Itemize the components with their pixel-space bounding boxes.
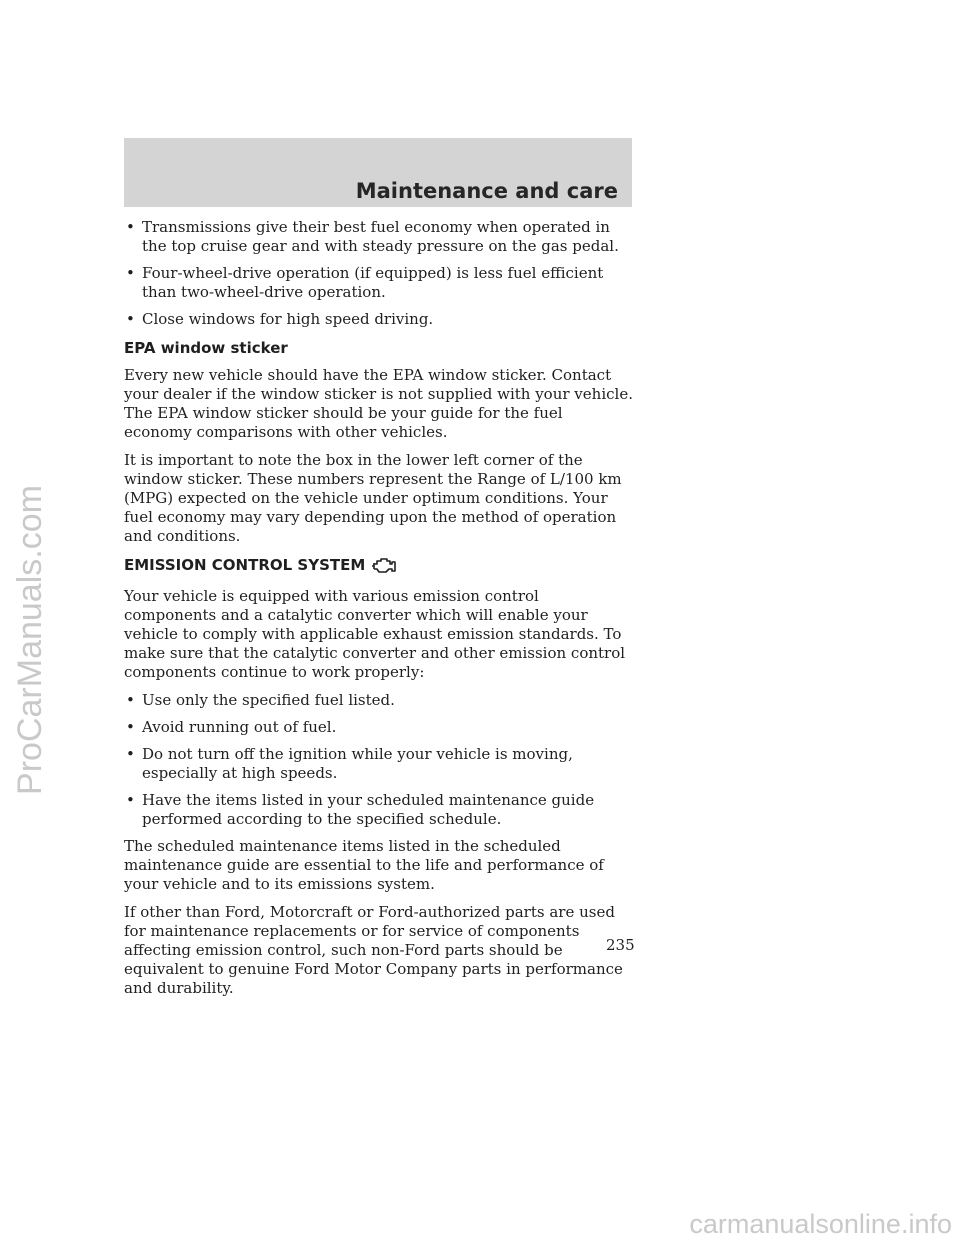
emission-heading-text: EMISSION CONTROL SYSTEM <box>124 556 366 574</box>
list-item-text: Use only the specified fuel listed. <box>142 691 395 709</box>
list-item: • Four-wheel-drive operation (if equipped) is less fuel efficient than two-wheel-drive operation. <box>126 264 604 301</box>
list-item: • Transmissions give their best fuel economy when operated in the top cruise gear and with steady pressure on the gas pedal. <box>126 218 619 255</box>
side-watermark: ProCarManuals.com <box>11 485 49 795</box>
emission-intro: Your vehicle is equipped with various emission control components and a catalytic converter which will enable your vehicle to comply with applicable exhaust emission standards. To make sure that the catalytic converter and other emission control components continue to work properly: <box>124 587 626 681</box>
emission-heading <box>124 556 634 579</box>
epa-heading: EPA window sticker <box>124 339 288 357</box>
epa-paragraph-2: It is important to note the box in the lower left corner of the window sticker. These numbers represent the Range of L/100 km (MPG) expected on the vehicle under optimum conditions. Your fuel economy may vary depending upon the method of operation and conditions. <box>124 451 622 545</box>
section-title: Maintenance and care <box>355 179 618 203</box>
list-item: • Use only the specified fuel listed. <box>126 691 395 709</box>
list-item: • Close windows for high speed driving. <box>126 310 434 328</box>
list-item-text: Avoid running out of fuel. <box>142 718 337 736</box>
list-item-text: Do not turn off the ignition while your vehicle is moving, especially at high speeds. <box>142 745 573 782</box>
list-item-text: Close windows for high speed driving. <box>142 310 434 328</box>
list-item: • Avoid running out of fuel. <box>126 718 337 736</box>
emission-paragraph-3: If other than Ford, Motorcraft or Ford-authorized parts are used for maintenance replacements or for service of components affecting emission control, such non-Ford parts should be equivalent to genuine Ford Motor Company parts in performance and durability. <box>124 903 623 997</box>
emission-paragraph-2: The scheduled maintenance items listed in the scheduled maintenance guide are essential to the life and performance of your vehicle and to its emissions system. <box>124 837 604 893</box>
page-content <box>124 218 634 1007</box>
bottom-watermark: carmanualsonline.info <box>689 1209 952 1239</box>
epa-paragraph-1: Every new vehicle should have the EPA window sticker. Contact your dealer if the window sticker is not supplied with your vehicle. The EPA window sticker should be your guide for the fuel economy comparisons with other vehicles. <box>124 366 633 441</box>
engine-icon <box>371 556 397 579</box>
section-header <box>124 138 632 207</box>
list-item: • Have the items listed in your scheduled maintenance guide performed according to the specified schedule. <box>126 791 595 828</box>
list-item-text: Four-wheel-drive operation (if equipped) is less fuel efficient than two-wheel-drive operation. <box>142 264 604 301</box>
list-item-text: Have the items listed in your scheduled maintenance guide performed according to the specified schedule. <box>142 791 595 828</box>
list-item-text: Transmissions give their best fuel economy when operated in the top cruise gear and with steady pressure on the gas pedal. <box>142 218 619 255</box>
list-item: • Do not turn off the ignition while your vehicle is moving, especially at high speeds. <box>126 745 573 782</box>
page-number: 235 <box>606 936 635 954</box>
